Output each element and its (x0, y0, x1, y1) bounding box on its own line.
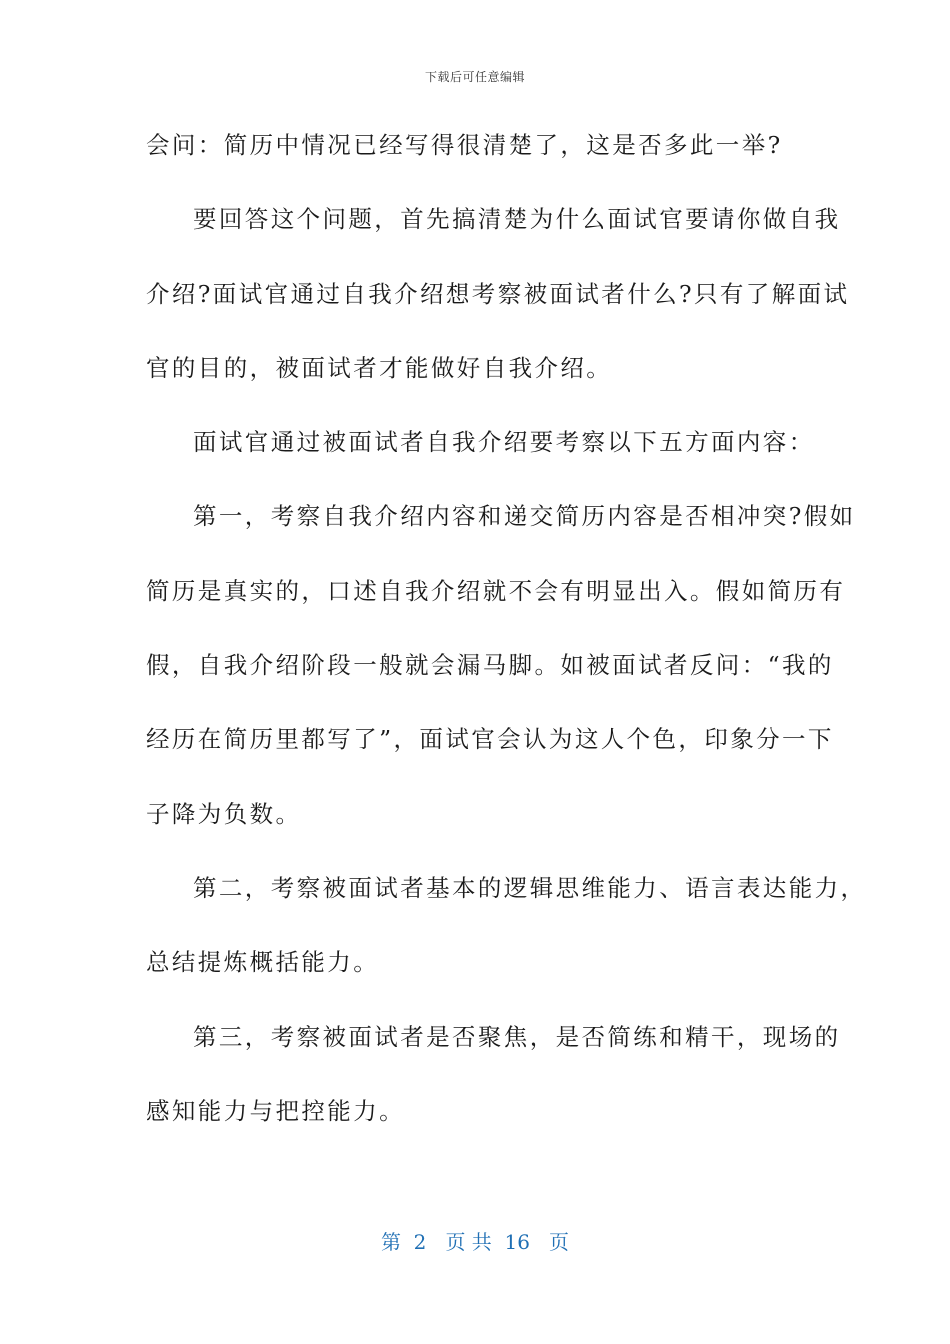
paragraph-start-line: 第三，考察被面试者是否聚焦，是否简练和精干，现场的 (193, 1022, 841, 1051)
page-header: 下载后可任意编辑 (424, 70, 525, 84)
text-line: 官的目的，被面试者才能做好自我介绍。 (146, 353, 613, 382)
text-line: 总结提炼概括能力。 (146, 948, 380, 977)
paragraph-start-line: 要回答这个问题，首先搞清楚为什么面试官要请你做自我 (193, 205, 841, 234)
document-body (146, 120, 867, 1160)
text-line: 感知能力与把控能力。 (146, 1096, 405, 1125)
paragraph-start-line: 面试官通过被面试者自我介绍要考察以下五方面内容： (193, 428, 815, 457)
text-line: 介绍?面试官通过自我介绍想考察被面试者什么?只有了解面试 (146, 279, 850, 308)
text-line: 简历是真实的，口述自我介绍就不会有明显出入。假如简历有 (146, 576, 846, 605)
text-line: 子降为负数。 (146, 799, 302, 828)
paragraph-start-line: 第一，考察自我介绍内容和递交简历内容是否相冲突?假如 (193, 502, 856, 531)
page-number-footer: 第 2 页 共 16 页 (380, 1230, 570, 1254)
text-line: 假，自我介绍阶段一般就会漏马脚。如被面试者反问：“我的 (146, 651, 834, 680)
paragraph-start-line: 第二，考察被面试者基本的逻辑思维能力、语言表达能力， (193, 873, 867, 902)
text-line: 会问：简历中情况已经写得很清楚了，这是否多此一举? (146, 131, 783, 159)
text-line: 经历在简历里都写了”，面试官会认为这人个色，印象分一下 (146, 725, 834, 754)
